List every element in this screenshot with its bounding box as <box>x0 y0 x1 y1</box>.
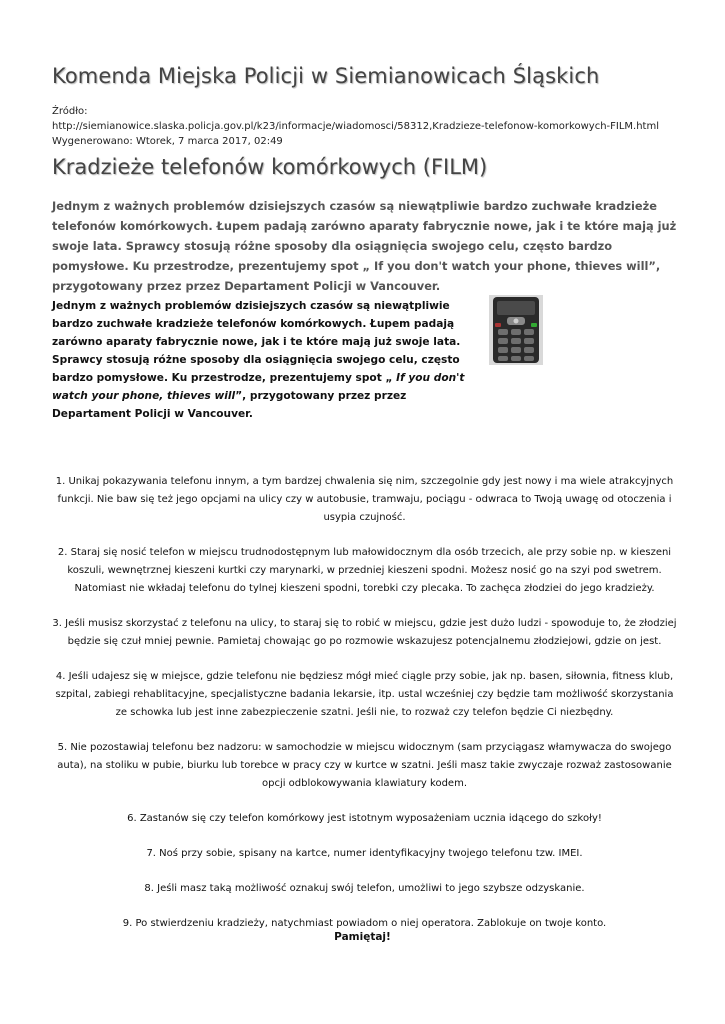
tip-item: 1. Unikaj pokazywania telefonu innym, a tym bardzej chwalenia się nim, szczegolnie gdy jest nowy i ma wiele atrakcyjnych funkcji. Nie baw się też jego opcjami na ulicy czy w autobusie, tramwaju, pociągu - odwraca to Twoją uwagę od otoczenia i usypia czujność. <box>55 476 674 523</box>
intro-text-start: Jednym z ważnych problemów dzisiejszych czasów są niewątpliwie bardzo zuchwałe kradzieże telefonów komórkowych. Łupem padają zarówno aparaty fabrycznie nowe, jak i te które mają już swoje lata. Sprawcy stosują różne sposoby dla osiągnięcia swojego celu, często bardzo pomysłowe. Ku przestrodze, prezentujemy spot „ <box>52 300 461 384</box>
article-intro <box>52 297 477 423</box>
tip-item: 8. Jeśli masz taką możliwość oznakuj swój telefon, umożliwi to jego szybsze odzyskanie. <box>144 883 585 894</box>
intro-text-end: ”, przygotowany przez przez Departament Policji w Vancouver. <box>52 390 407 420</box>
site-title: Komenda Miejska Policji w Siemianowicach Śląskich <box>52 64 600 88</box>
mobile-phone-keypad-photo-icon <box>489 295 543 365</box>
tip-item: 7. Noś przy sobie, spisany na kartce, numer identyfikacyjny twojego telefonu tzw. IMEI. <box>146 848 583 859</box>
generated-date: Wygenerowano: Wtorek, 7 marca 2017, 02:49 <box>52 136 283 147</box>
document-meta <box>52 104 659 149</box>
article-title: Kradzieże telefonów komórkowych (FILM) <box>52 155 488 179</box>
tip-item: 2. Staraj się nosić telefon w miejscu trudnodostępnym lub małowidocznym dla osób trzecich, ale przy sobie np. w kieszeni koszuli, wewnętrznej kieszeni kurtki czy marynarki, w przedniej kieszeni spodni. Możesz nosić go na szyi pod swetrem. Natomiast nie wkładaj telefonu do tylnej kieszeni spodni, torebki czy plecaka. To zachęca złodziei do jego kradzieży. <box>57 547 672 594</box>
spot-title: If you don't watch your phone, thieves will <box>52 372 465 402</box>
source-label: Źródło: <box>52 106 88 117</box>
tip-item: 9. Po stwierdzeniu kradzieży, natychmiast powiadom o niej operatora. Zablokuje on twoje konto. <box>122 918 607 929</box>
safety-tips-list <box>52 473 677 950</box>
tip-item: 6. Zastanów się czy telefon komórkowy jest istotnym wyposażeniam ucznia idącego do szkoły! <box>127 813 602 824</box>
remember-heading: Pamiętaj! <box>334 931 391 943</box>
tip-item: 3. Jeśli musisz skorzystać z telefonu na ulicy, to staraj się to robić w miejscu, gdzie jest dużo ludzi - spowoduje to, że złodziej będzie się czuł mniej pewnie. Pamietaj chowając go po rozmowie wskazujesz potencjalnemu złodziejowi, gdzie on jest. <box>52 618 677 647</box>
article-lead: Jednym z ważnych problemów dzisiejszych czasów są niewątpliwie bardzo zuchwałe kradzieże telefonów komórkowych. Łupem padają zarówno aparaty fabrycznie nowe, jak i te które mają już swoje lata. Sprawcy stosują różne sposoby dla osiągnięcia swojego celu, często bardzo pomysłowe. Ku przestrodze, prezentujemy spot „ If you don't watch your phone, thieves will”, przygotowany przez przez Departament Policji w Vancouver. <box>52 199 677 293</box>
source-url: http://siemianowice.slaska.policja.gov.pl/k23/informacje/wiadomosci/58312,Kradzieze-telefonow-komorkowych-FILM.html <box>52 121 659 132</box>
tip-item: 5. Nie pozostawiaj telefonu bez nadzoru: w samochodzie w miejscu widocznym (sam przyciągasz włamywacza do swojego auta), na stoliku w pubie, biurku lub torebce w pracy czy w kurtce w szatni. Jeśli masz takie zwyczaje rozważ zastosowanie opcji odblokowywania klawiatury kodem. <box>57 742 672 789</box>
tip-item: 4. Jeśli udajesz się w miejsce, gdzie telefonu nie będziesz mógł mieć ciągle przy sobie, jak np. basen, siłownia, fitness klub, szpital, zabiegi rehablitacyjne, specjalistyczne badania lekarsie, itp. ustal wcześniej czy będzie tam możliwość skorzystania ze schowka lub jest inne zabezpieczenie szatni. Jeśli nie, to rozważ czy telefon będzie Ci niezbędny. <box>55 671 674 718</box>
